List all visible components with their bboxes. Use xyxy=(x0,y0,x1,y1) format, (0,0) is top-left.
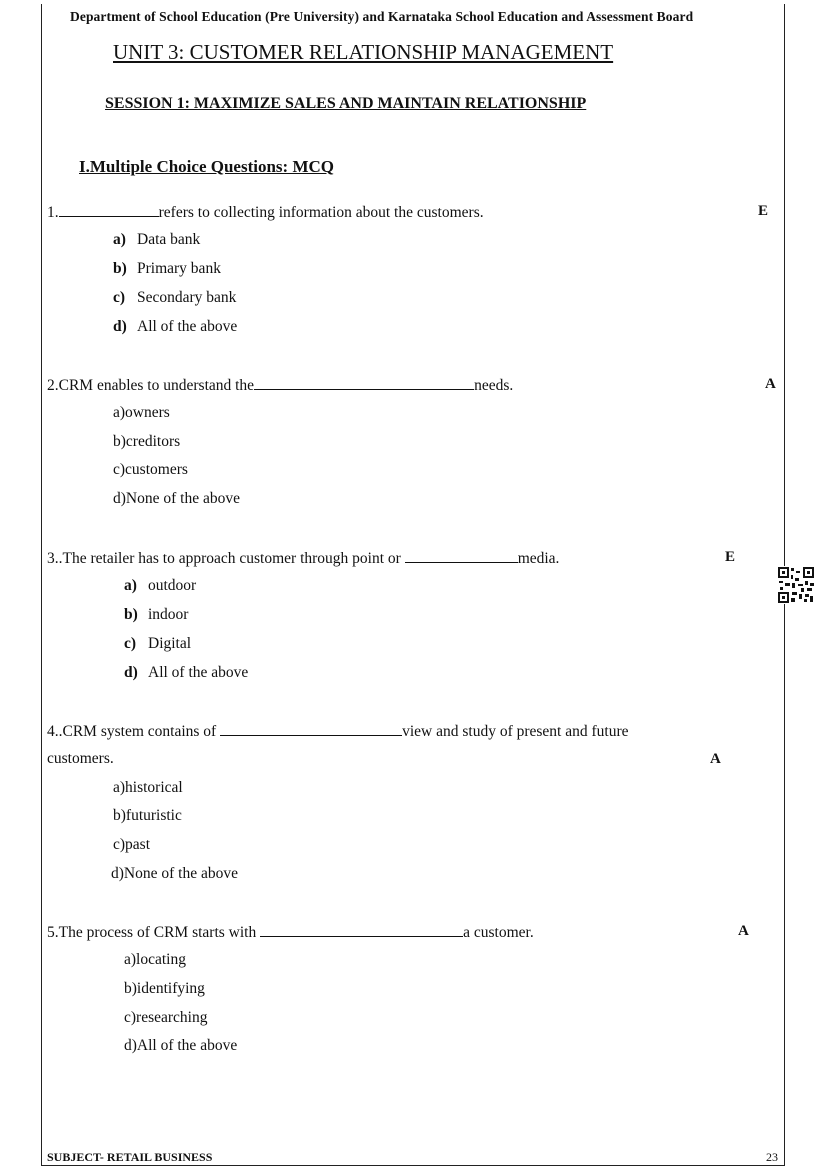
difficulty-level: A xyxy=(765,376,776,392)
option-c: c) Digital xyxy=(124,635,192,652)
option-c: c)researching xyxy=(124,1009,208,1026)
session-title: SESSION 1: MAXIMIZE SALES AND MAINTAIN RELATIONSHIP xyxy=(105,95,587,112)
question-4-continuation: customers. xyxy=(47,750,114,767)
qr-code-icon xyxy=(777,566,815,604)
option-a: a) Data bank xyxy=(113,231,201,248)
option-c: c)past xyxy=(113,836,151,853)
option-a: a)locating xyxy=(124,951,186,968)
answer-blank xyxy=(260,922,463,937)
answer-blank xyxy=(254,375,474,390)
question-1: 1. refers to collecting information about the customers. xyxy=(47,204,484,221)
option-b: b)identifying xyxy=(124,980,205,997)
footer-subject: SUBJECT- RETAIL BUSINESS xyxy=(47,1150,213,1164)
page-header: Department of School Education (Pre University) and Karnataka School Education and Assessment Board xyxy=(70,9,694,24)
question-4: 4..CRM system contains of view and study of present and future xyxy=(47,723,629,740)
answer-blank xyxy=(59,202,159,217)
option-a: a)historical xyxy=(113,779,183,796)
difficulty-level: E xyxy=(758,203,769,219)
unit-title: UNIT 3: CUSTOMER RELATIONSHIP MANAGEMENT xyxy=(113,40,614,64)
option-c: c)customers xyxy=(113,461,188,478)
difficulty-level: A xyxy=(710,751,721,767)
option-d: d) All of the above xyxy=(113,318,238,335)
option-c: c) Secondary bank xyxy=(113,289,237,306)
answer-blank xyxy=(220,721,402,736)
difficulty-level: E xyxy=(725,549,736,565)
section-title: I.Multiple Choice Questions: MCQ xyxy=(79,157,334,176)
option-b: b) Primary bank xyxy=(113,260,221,277)
answer-blank xyxy=(405,548,518,563)
option-d: d) All of the above xyxy=(124,664,249,681)
option-d: d)None of the above xyxy=(113,490,240,507)
option-b: b)creditors xyxy=(113,433,181,450)
option-b: b)futuristic xyxy=(113,807,182,824)
difficulty-level: A xyxy=(738,923,749,939)
page-number: 23 xyxy=(766,1150,778,1164)
option-b: b) indoor xyxy=(124,606,189,623)
question-5: 5.The process of CRM starts with a customer. xyxy=(47,924,534,941)
option-d: d)None of the above xyxy=(111,865,238,882)
option-a: a)owners xyxy=(113,404,170,421)
option-d: d)All of the above xyxy=(124,1037,238,1054)
option-a: a) outdoor xyxy=(124,577,197,594)
question-3: 3..The retailer has to approach customer through point or media. xyxy=(47,550,560,567)
question-2: 2.CRM enables to understand the needs. xyxy=(47,377,514,394)
